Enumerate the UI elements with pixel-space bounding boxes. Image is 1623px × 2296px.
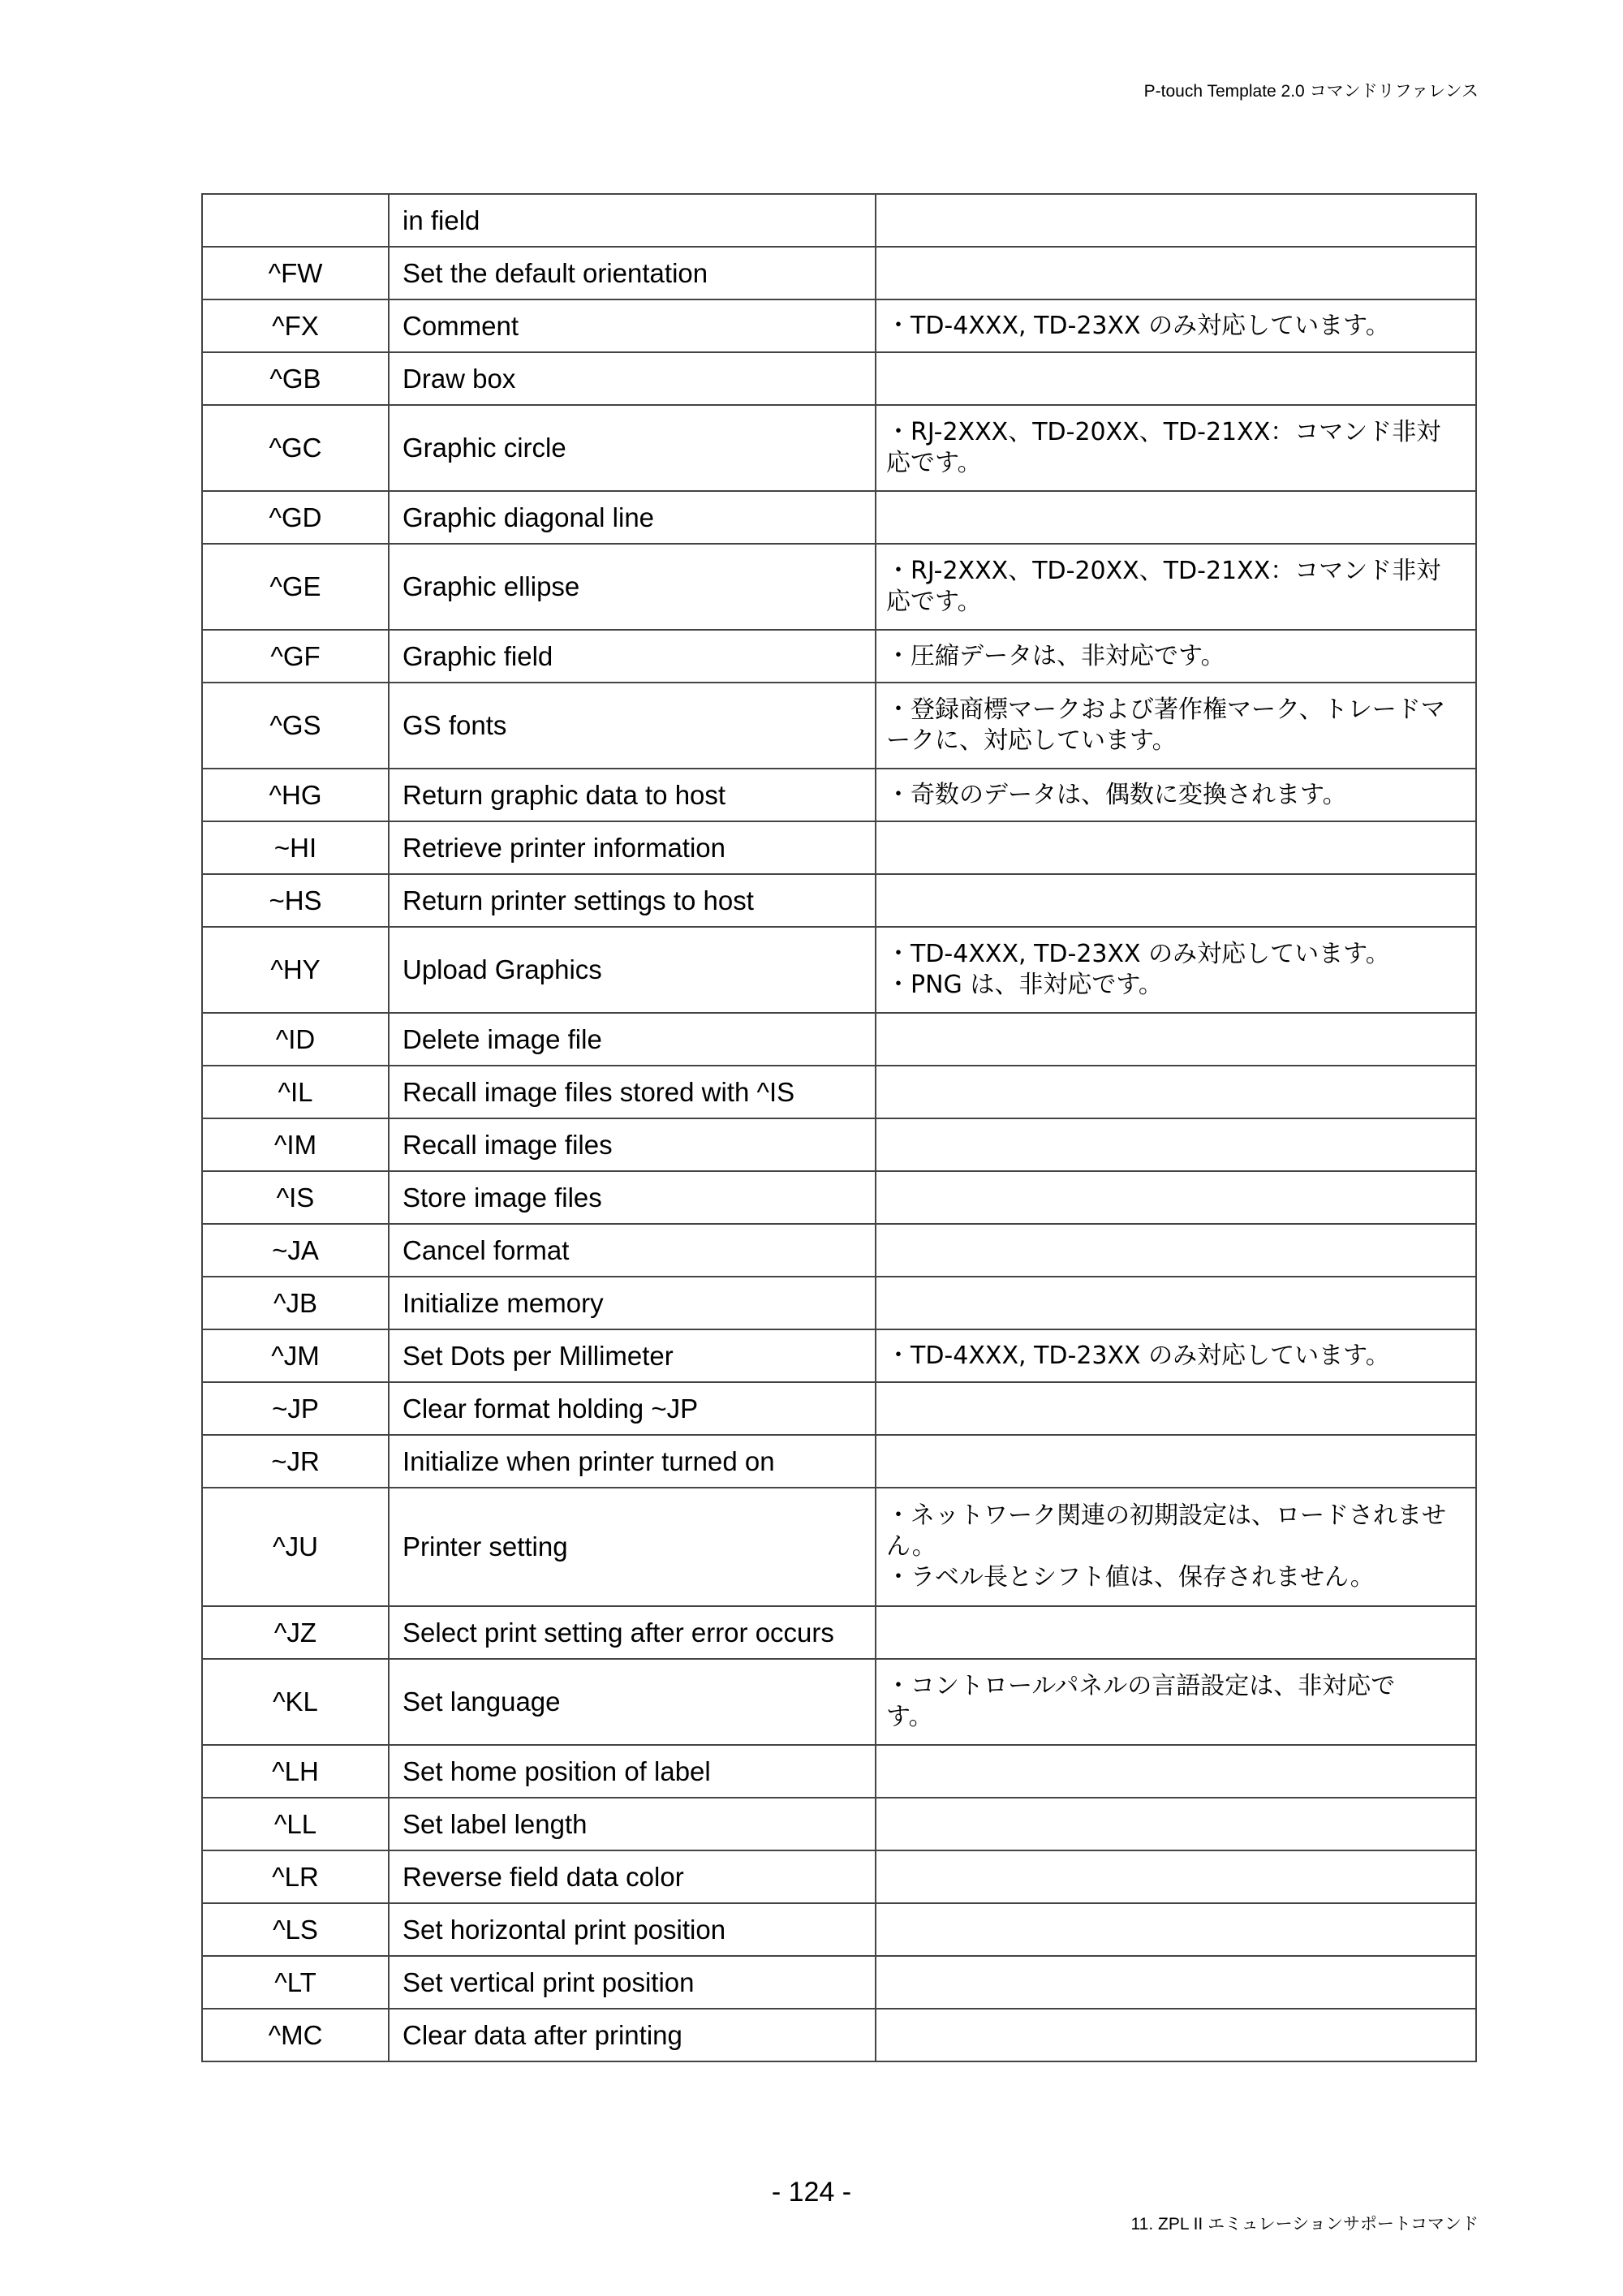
command-note-cell — [876, 821, 1476, 874]
command-code-cell — [202, 194, 389, 247]
command-description-cell: Set horizontal print position — [389, 1903, 876, 1956]
command-note-cell — [876, 1745, 1476, 1798]
table-row — [202, 2009, 1476, 2061]
command-code-cell: ^LL — [202, 1798, 389, 1850]
command-code-cell: ^JB — [202, 1277, 389, 1329]
command-description-cell: Cancel format — [389, 1224, 876, 1277]
command-note-cell — [876, 1066, 1476, 1118]
command-description-cell: Graphic field — [389, 630, 876, 683]
command-note-cell — [876, 1013, 1476, 1066]
command-code-cell: ~HI — [202, 821, 389, 874]
table-row — [202, 1171, 1476, 1224]
command-description-cell: Recall image files — [389, 1118, 876, 1171]
command-description-cell: Graphic ellipse — [389, 544, 876, 630]
command-note-cell: ・TD-4XXX, TD-23XX のみ対応しています。 — [876, 299, 1476, 352]
table-row — [202, 1488, 1476, 1606]
command-note-cell: ・RJ-2XXX、TD-20XX、TD-21XX：コマンド非対 応です。 — [876, 405, 1476, 491]
table-row — [202, 1224, 1476, 1277]
command-code-cell: ^HY — [202, 927, 389, 1013]
command-note-cell — [876, 1171, 1476, 1224]
command-description-cell: Comment — [389, 299, 876, 352]
command-code-cell: ^GS — [202, 683, 389, 769]
command-code-cell: ^LR — [202, 1850, 389, 1903]
command-description-cell: Set the default orientation — [389, 247, 876, 299]
command-description-cell: Initialize when printer turned on — [389, 1435, 876, 1488]
table-row — [202, 544, 1476, 630]
command-description-cell: Recall image files stored with ^IS — [389, 1066, 876, 1118]
table-row — [202, 1118, 1476, 1171]
command-description-cell: Reverse field data color — [389, 1850, 876, 1903]
command-description-cell: Set label length — [389, 1798, 876, 1850]
command-note-cell — [876, 1903, 1476, 1956]
command-note-cell: ・登録商標マークおよび著作権マーク、トレードマ ークに、対応しています。 — [876, 683, 1476, 769]
command-code-cell: ^JZ — [202, 1606, 389, 1659]
table-row — [202, 821, 1476, 874]
command-code-cell: ^LS — [202, 1903, 389, 1956]
table-row — [202, 1659, 1476, 1745]
command-note-cell — [876, 352, 1476, 405]
table-row — [202, 194, 1476, 247]
command-description-cell: Set Dots per Millimeter — [389, 1329, 876, 1382]
command-description-cell: Set home position of label — [389, 1745, 876, 1798]
command-code-cell: ~JA — [202, 1224, 389, 1277]
table-row — [202, 491, 1476, 544]
command-description-cell: Return printer settings to host — [389, 874, 876, 927]
table-row — [202, 1606, 1476, 1659]
command-code-cell: ^GE — [202, 544, 389, 630]
command-code-cell: ^GF — [202, 630, 389, 683]
command-code-cell: ^IS — [202, 1171, 389, 1224]
table-row — [202, 1850, 1476, 1903]
command-code-cell: ~JP — [202, 1382, 389, 1435]
command-note-cell — [876, 1956, 1476, 2009]
command-code-cell: ^JU — [202, 1488, 389, 1606]
command-note-cell: ・圧縮データは、非対応です。 — [876, 630, 1476, 683]
command-note-cell — [876, 1224, 1476, 1277]
command-description-cell: Initialize memory — [389, 1277, 876, 1329]
command-description-cell: Delete image file — [389, 1013, 876, 1066]
page-number: - 124 - — [771, 2177, 852, 2208]
command-code-cell: ~JR — [202, 1435, 389, 1488]
table-row — [202, 630, 1476, 683]
table-row — [202, 1329, 1476, 1382]
command-note-cell — [876, 1277, 1476, 1329]
command-note-cell — [876, 1382, 1476, 1435]
table-row — [202, 1066, 1476, 1118]
command-note-cell — [876, 874, 1476, 927]
command-note-cell: ・RJ-2XXX、TD-20XX、TD-21XX：コマンド非対 応です。 — [876, 544, 1476, 630]
command-code-cell: ^GD — [202, 491, 389, 544]
command-code-cell: ^KL — [202, 1659, 389, 1745]
table-row — [202, 1903, 1476, 1956]
command-note-cell — [876, 1606, 1476, 1659]
command-description-cell: Graphic circle — [389, 405, 876, 491]
table-row — [202, 683, 1476, 769]
command-code-cell: ^ID — [202, 1013, 389, 1066]
table-row — [202, 1745, 1476, 1798]
command-description-cell: GS fonts — [389, 683, 876, 769]
table-row — [202, 352, 1476, 405]
command-description-cell: Store image files — [389, 1171, 876, 1224]
command-description-cell: Clear format holding ~JP — [389, 1382, 876, 1435]
command-description-cell: Upload Graphics — [389, 927, 876, 1013]
command-description-cell: Select print setting after error occurs — [389, 1606, 876, 1659]
command-code-cell: ^IM — [202, 1118, 389, 1171]
table-row — [202, 1798, 1476, 1850]
table-row — [202, 247, 1476, 299]
command-code-cell: ^LT — [202, 1956, 389, 2009]
command-description-cell: Printer setting — [389, 1488, 876, 1606]
command-code-cell: ^GC — [202, 405, 389, 491]
command-description-cell: Draw box — [389, 352, 876, 405]
command-note-cell — [876, 1435, 1476, 1488]
command-note-cell — [876, 247, 1476, 299]
command-code-cell: ^IL — [202, 1066, 389, 1118]
command-note-cell — [876, 194, 1476, 247]
command-note-cell — [876, 491, 1476, 544]
command-note-cell — [876, 1850, 1476, 1903]
command-note-cell — [876, 1798, 1476, 1850]
command-code-cell: ^FW — [202, 247, 389, 299]
command-description-cell: Retrieve printer information — [389, 821, 876, 874]
command-description-cell: Set vertical print position — [389, 1956, 876, 2009]
command-code-cell: ^GB — [202, 352, 389, 405]
table-row — [202, 1277, 1476, 1329]
command-description-cell: Clear data after printing — [389, 2009, 876, 2061]
command-description-cell: Graphic diagonal line — [389, 491, 876, 544]
table-row — [202, 927, 1476, 1013]
command-code-cell: ^MC — [202, 2009, 389, 2061]
command-note-cell: ・奇数のデータは、偶数に変換されます。 — [876, 769, 1476, 821]
table-row — [202, 1435, 1476, 1488]
command-note-cell: ・TD-4XXX, TD-23XX のみ対応しています。 ・PNG は、非対応です。 — [876, 927, 1476, 1013]
command-code-cell: ^HG — [202, 769, 389, 821]
table-row — [202, 769, 1476, 821]
footer-chapter-title: 11. ZPL II エミュレーションサポートコマンド — [1130, 2215, 1479, 2234]
table-row — [202, 1956, 1476, 2009]
command-note-cell — [876, 2009, 1476, 2061]
table-row — [202, 405, 1476, 491]
command-table — [201, 193, 1477, 2062]
command-code-cell: ^JM — [202, 1329, 389, 1382]
command-note-cell: ・ネットワーク関連の初期設定は、ロードされませ ん。 ・ラベル長とシフト値は、保存されません。 — [876, 1488, 1476, 1606]
command-note-cell: ・コントロールパネルの言語設定は、非対応で す。 — [876, 1659, 1476, 1745]
command-code-cell: ^FX — [202, 299, 389, 352]
command-note-cell: ・TD-4XXX, TD-23XX のみ対応しています。 — [876, 1329, 1476, 1382]
command-description-cell: in field — [389, 194, 876, 247]
table-row — [202, 299, 1476, 352]
command-note-cell — [876, 1118, 1476, 1171]
command-description-cell: Set language — [389, 1659, 876, 1745]
command-code-cell: ^LH — [202, 1745, 389, 1798]
command-code-cell: ~HS — [202, 874, 389, 927]
document-header-title: P-touch Template 2.0 コマンドリファレンス — [1143, 82, 1479, 101]
table-row — [202, 1013, 1476, 1066]
table-row — [202, 874, 1476, 927]
command-description-cell: Return graphic data to host — [389, 769, 876, 821]
table-row — [202, 1382, 1476, 1435]
